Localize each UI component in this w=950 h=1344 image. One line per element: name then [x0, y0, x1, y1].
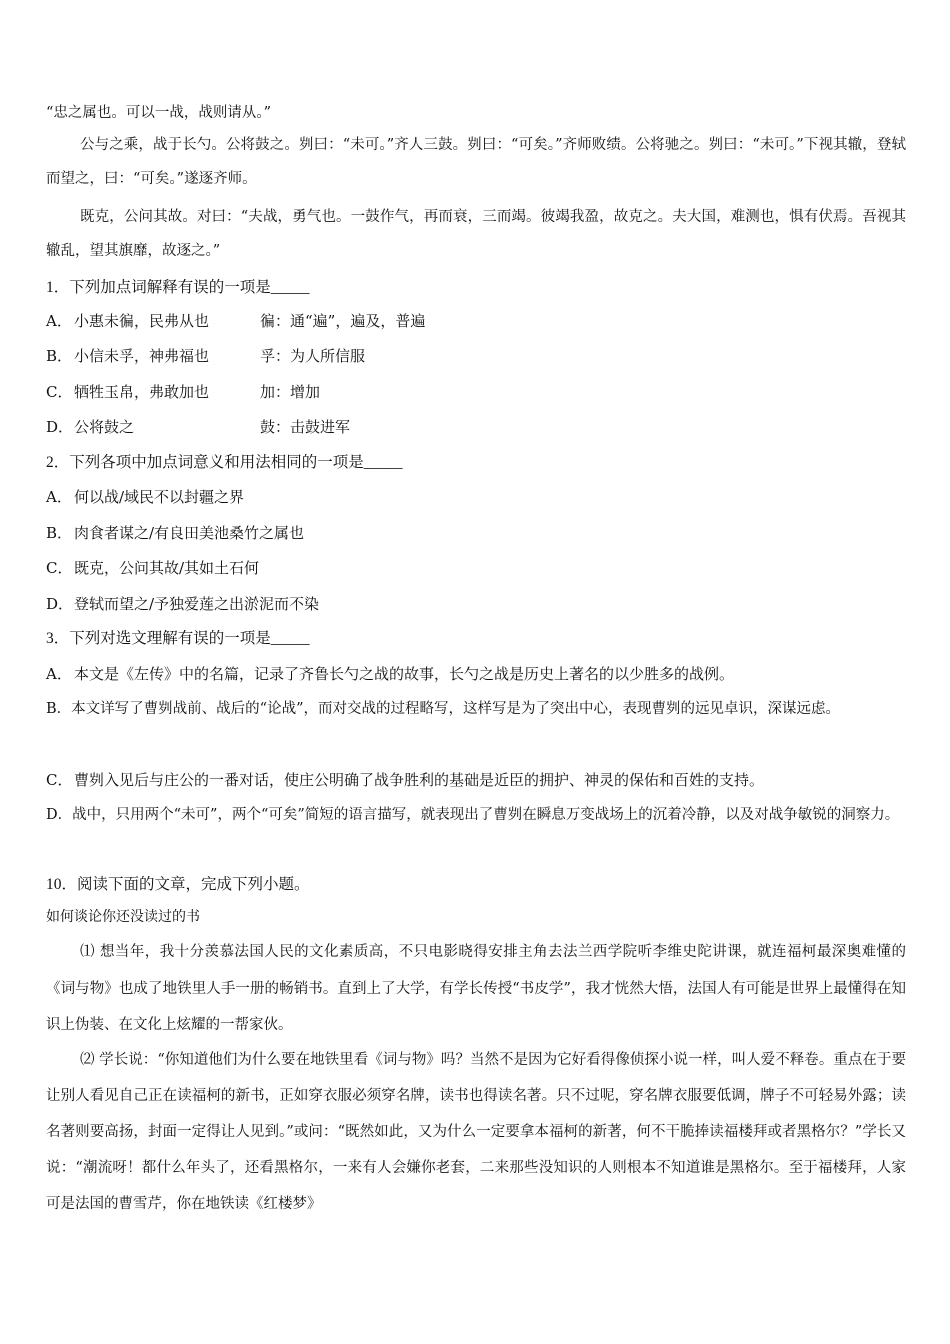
q2-stem: 2．下列各项中加点词意义和用法相同的一项是_____	[46, 454, 403, 471]
option-label: A．	[46, 488, 72, 506]
q2-option-b	[46, 521, 304, 545]
option-text: 肉食者谋之/有良田美池桑竹之属也	[74, 524, 305, 542]
option-text: 本文详写了曹刿战前、战后的“论战”，而对交战的过程略写，这样写是为了突出中心，表现曹刿的远见卓识，深谋远虑。	[71, 701, 840, 717]
option-gloss: 鼓：击鼓进军	[260, 418, 351, 436]
q3-option-d	[46, 796, 906, 834]
q1-stem: 1．下列加点词解释有误的一项是_____	[46, 279, 310, 296]
option-text: 战中，只用两个“未可”，两个“可矣”简短的语言描写，就表现出了曹刿在瞬息万变战场上的沉着冷静，以及对战争敏锐的洞察力。	[72, 807, 900, 823]
option-text: 牺牲玉帛，弗敢加也	[74, 383, 210, 401]
q3-option-c	[46, 768, 764, 792]
option-label: D．	[46, 418, 74, 436]
option-label: D．	[46, 595, 74, 613]
option-label: B．	[46, 524, 73, 542]
option-label: A．	[46, 312, 72, 330]
passage-paragraph-2: 公与之乘，战于长勺。公将鼓之。刿曰：“未可。”齐人三鼓。刿曰：“可矣。”齐师败绩。公将驰之。刿曰：“未可。”下视其辙，登轼而望之，曰：“可矣。”遂逐齐师。	[46, 137, 906, 187]
option-text: 既克，公问其故/其如土石何	[74, 559, 260, 577]
q1-option-a	[46, 309, 425, 333]
option-label: B．	[46, 701, 72, 717]
q3-stem: 3．下列对选文理解有误的一项是_____	[46, 630, 310, 647]
passage-line-1: “忠之属也。可以一战，战则请从。”	[46, 105, 272, 121]
option-label: C．	[46, 771, 73, 789]
q2-option-c	[46, 556, 259, 580]
option-gloss: 加：增加	[260, 383, 321, 401]
q3-option-b	[46, 690, 906, 728]
passage-paragraph-3: 既克，公问其故。对曰：“夫战，勇气也。一鼓作气，再而衰，三而竭。彼竭我盈，故克之。夫大国，难测也，惧有伏焉。吾视其辙乱，望其旗靡，故逐之。”	[46, 209, 906, 259]
q2-option-a	[46, 485, 244, 509]
option-text: 小信未孚，神弗福也	[74, 347, 210, 365]
option-label: C．	[46, 559, 73, 577]
option-label: D．	[46, 807, 73, 823]
q1-option-d	[46, 415, 350, 439]
q2-option-d	[46, 592, 319, 616]
option-gloss: 徧：通“遍”，遍及，普遍	[260, 312, 426, 330]
option-text: 公将鼓之	[74, 418, 135, 436]
q3-option-a	[46, 662, 734, 686]
option-label: C．	[46, 383, 73, 401]
q10-stem: 10．阅读下面的文章，完成下列小题。	[46, 876, 310, 893]
option-text: 小惠未徧，民弗从也	[74, 312, 210, 330]
article-paragraph-1: ⑴ 想当年，我十分羡慕法国人民的文化素质高，不只电影晓得安排主角去法兰西学院听李维史陀讲课，就连福柯最深奥难懂的《词与物》也成了地铁里人手一册的畅销书。直到上了大学，有学长传授“书皮学”，我才恍然大悟，法国人有可能是世界上最懂得在知识上伪装、在文化上炫耀的一帮家伙。	[46, 944, 906, 1033]
option-label: A．	[46, 665, 72, 683]
option-text: 曹刿入见后与庄公的一番对话，使庄公明确了战争胜利的基础是近臣的拥护、神灵的保佑和百姓的支持。	[74, 771, 765, 789]
q1-option-b	[46, 344, 365, 368]
option-text: 何以战/域民不以封疆之界	[74, 488, 245, 506]
article-paragraph-2: ⑵ 学长说：“你知道他们为什么要在地铁里看《词与物》吗？当然不是因为它好看得像侦探小说一样，叫人爱不释卷。重点在于要让别人看见自己正在读福柯的新书，正如穿衣服必须穿名牌，读书也得读名著。只不过呢，穿名牌衣服要低调，牌子不可轻易外露；读名著则要高扬，封面一定得让人见到。”或问：“既然如此，又为什么一定要拿本福柯的新著，何不干脆捧读福楼拜或者黑格尔？”学长又说：“潮流呀！都什么年头了，还看黑格尔，一来有人会嫌你老套，二来那些没知识的人则根本不知道谁是黑格尔。至于福楼拜，人家可是法国的曹雪芹，你在地铁读《红楼梦》	[46, 1052, 906, 1212]
option-label: B．	[46, 347, 73, 365]
q1-option-c	[46, 380, 320, 404]
article-title: 如何谈论你还没读过的书	[46, 909, 200, 925]
option-text: 登轼而望之/予独爱莲之出淤泥而不染	[74, 595, 320, 613]
option-text: 本文是《左传》中的名篇，记录了齐鲁长勺之战的故事，长勺之战是历史上著名的以少胜多的战例。	[74, 665, 735, 683]
option-gloss: 孚：为人所信服	[260, 347, 366, 365]
